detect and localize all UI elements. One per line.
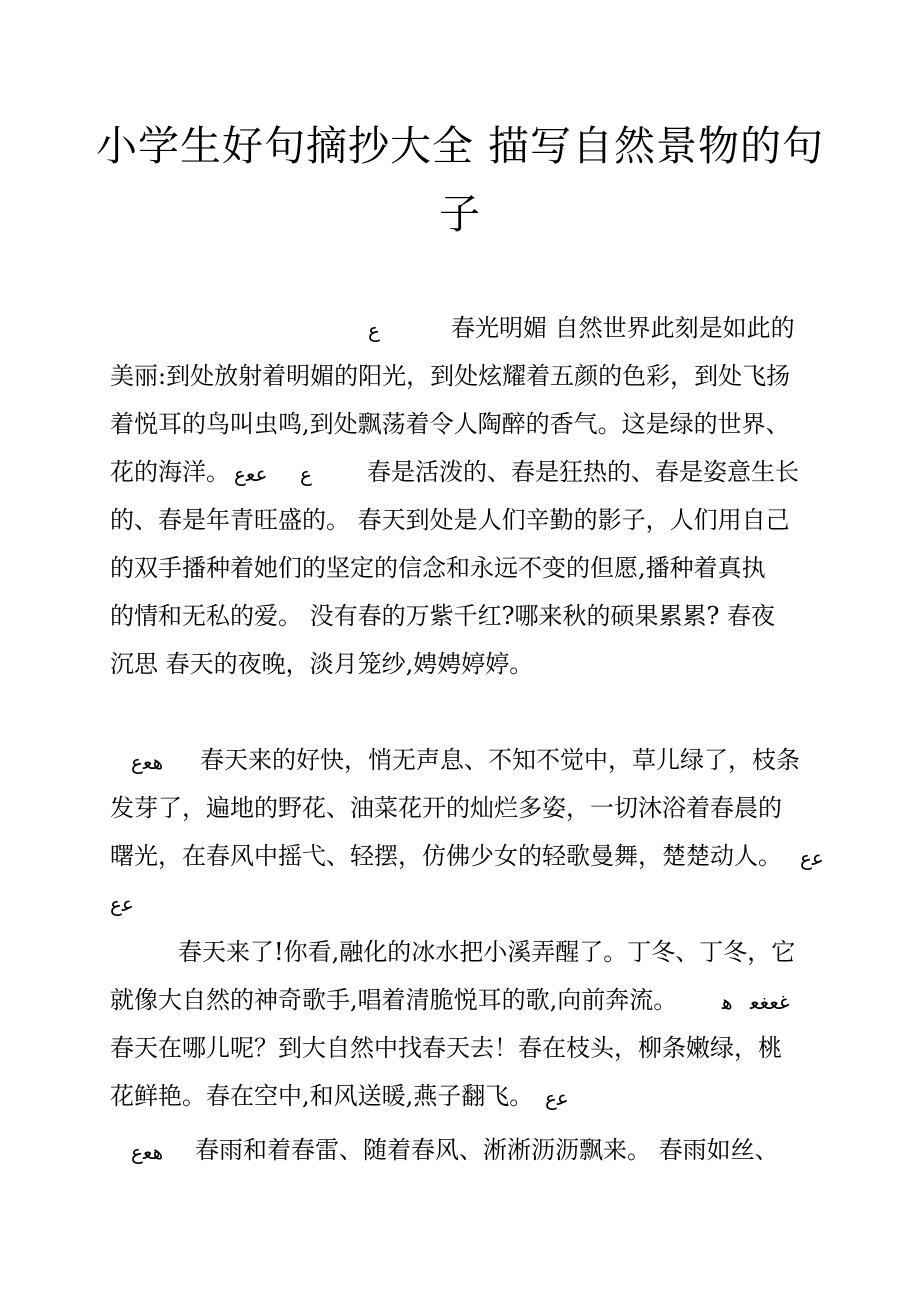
artifact-glyph: ﻫﻌع [131,1140,164,1164]
paragraph-line: 花的海洋。 [110,458,230,486]
artifact-glyph: ع [300,462,312,486]
paragraph-line: 美丽:到处放射着明媚的阳光，到处炫耀着五颜的色彩，到处飞扬 [110,362,791,390]
paragraph-line: 的、春是年青旺盛的。 春天到处是人们辛勤的影子，人们用自己 [110,506,790,534]
paragraph-line: 春雨和着春雷、随着春风、淅淅沥沥飘来。 春雨如丝、 [195,1136,779,1164]
artifact-glyph: ﻫﻌع [131,750,164,774]
paragraph-line: 的情和无私的爱。 没有春的万紫千红?哪来秋的硕果累累? 春夜 [110,602,775,630]
artifact-glyph: ﻋع [545,1086,569,1110]
paragraph-line: 曙光，在春风中摇弋、轻摆，仿佛少女的轻歌曼舞，楚楚动人。 [110,842,782,870]
artifact-glyph: ﻋﻌع [234,462,268,486]
artifact-glyph: ﻏﻌﻐﻌ [750,990,790,1014]
artifact-glyph: ع [368,318,380,342]
paragraph-line: 就像大自然的神奇歌手,唱着清脆悦耳的歌,向前奔流。 [110,986,678,1014]
paragraph-line: 沉思 春天的夜晚，淡月笼纱,娉娉婷婷。 [110,650,534,678]
paragraph-line: 春天来了!你看,融化的冰水把小溪弄醒了。丁冬、丁冬，它 [178,938,796,966]
paragraph-line: 春天来的好快，悄无声息、不知不觉中，草儿绿了，枝条 [200,746,800,774]
artifact-glyph: ﻫ [722,990,733,1014]
paragraph-line: 花鲜艳。春在空中,和风送暖,燕子翻飞。 [110,1082,534,1110]
paragraph-line: 春是活泼的、春是狂热的、春是姿意生长 [367,458,799,486]
document-title: 小学生好句摘抄大全 描写自然景物的句子 [95,122,825,238]
artifact-glyph: ﻋع [800,846,824,870]
paragraph-line: 发芽了，遍地的野花、油菜花开的灿烂多姿，一切沐浴着春晨的 [110,794,782,822]
artifact-glyph: ﻋع [110,892,134,916]
paragraph-line: 着悦耳的鸟叫虫鸣,到处飘荡着令人陶醉的香气。这是绿的世界、 [110,410,790,438]
paragraph-line: 春光明媚 自然世界此刻是如此的 [451,314,795,342]
paragraph-line: 春天在哪儿呢？到大自然中找春天去！春在枝头，柳条嫩绿，桃 [110,1034,782,1062]
paragraph-line: 的双手播种着她们的坚定的信念和永远不变的但愿,播种着真执 [110,554,766,582]
